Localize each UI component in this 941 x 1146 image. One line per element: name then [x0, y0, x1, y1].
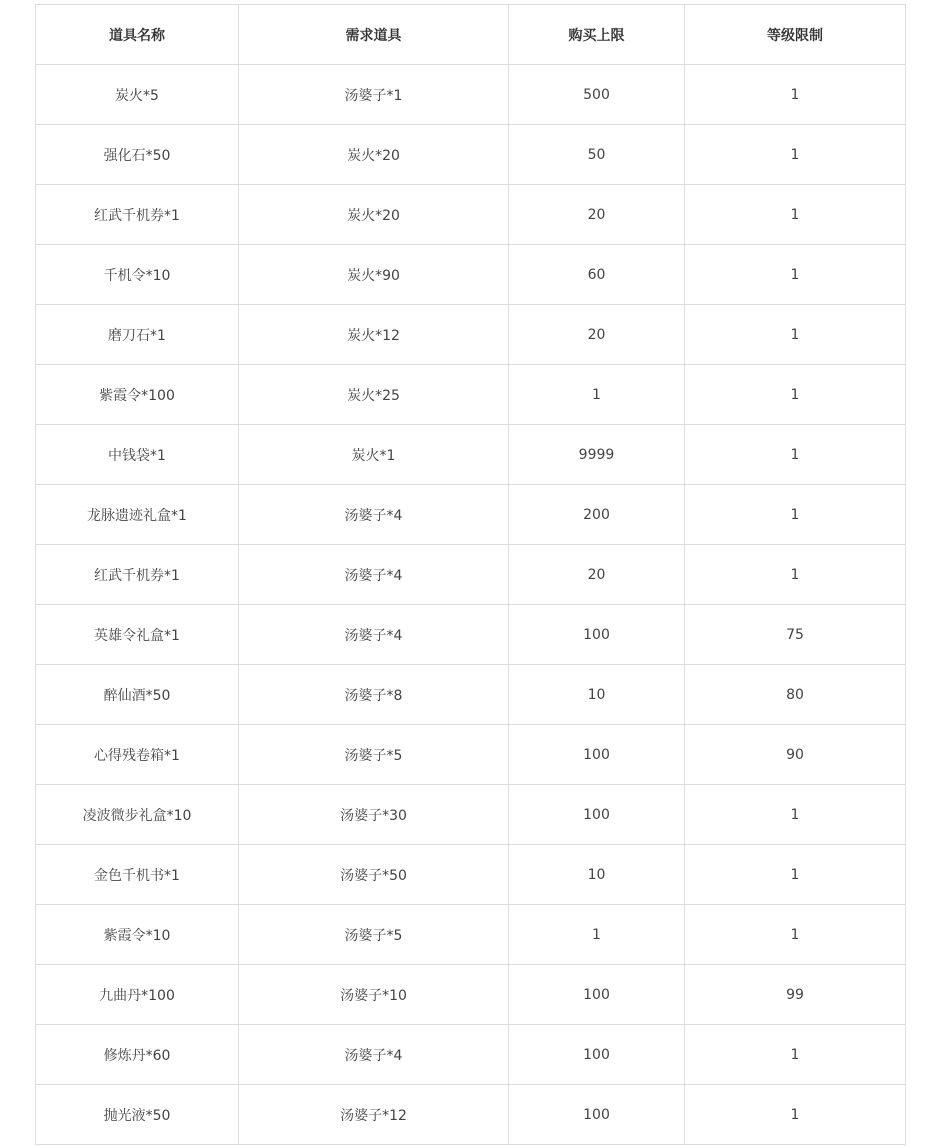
cell-item-name: 强化石*50 — [36, 125, 239, 185]
cell-purchase-limit: 20 — [509, 305, 685, 365]
header-row — [36, 5, 906, 65]
cell-level-limit: 1 — [685, 1025, 906, 1085]
cell-required-item: 汤婆子*10 — [239, 965, 509, 1025]
cell-required-item: 炭火*20 — [239, 185, 509, 245]
cell-purchase-limit: 1 — [509, 905, 685, 965]
table-row — [36, 425, 906, 485]
cell-level-limit: 1 — [685, 425, 906, 485]
cell-item-name: 醉仙酒*50 — [36, 665, 239, 725]
table-row — [36, 65, 906, 125]
cell-level-limit: 80 — [685, 665, 906, 725]
cell-item-name: 红武千机券*1 — [36, 185, 239, 245]
cell-purchase-limit: 100 — [509, 605, 685, 665]
table-row — [36, 365, 906, 425]
cell-required-item: 汤婆子*4 — [239, 485, 509, 545]
table-row — [36, 245, 906, 305]
cell-level-limit: 1 — [685, 845, 906, 905]
cell-required-item: 汤婆子*50 — [239, 845, 509, 905]
table-row — [36, 305, 906, 365]
cell-required-item: 汤婆子*4 — [239, 545, 509, 605]
cell-item-name: 抛光液*50 — [36, 1085, 239, 1145]
cell-level-limit: 1 — [685, 1085, 906, 1145]
cell-item-name: 英雄令礼盒*1 — [36, 605, 239, 665]
cell-required-item: 炭火*25 — [239, 365, 509, 425]
table-row — [36, 725, 906, 785]
cell-level-limit: 90 — [685, 725, 906, 785]
cell-purchase-limit: 100 — [509, 1085, 685, 1145]
table-row — [36, 785, 906, 845]
table-row — [36, 905, 906, 965]
table-row — [36, 545, 906, 605]
cell-purchase-limit: 20 — [509, 545, 685, 605]
cell-level-limit: 1 — [685, 785, 906, 845]
cell-required-item: 炭火*90 — [239, 245, 509, 305]
cell-required-item: 炭火*12 — [239, 305, 509, 365]
cell-required-item: 汤婆子*8 — [239, 665, 509, 725]
cell-required-item: 汤婆子*4 — [239, 605, 509, 665]
exchange-table — [35, 4, 906, 1145]
table-row — [36, 845, 906, 905]
cell-required-item: 汤婆子*4 — [239, 1025, 509, 1085]
cell-required-item: 汤婆子*5 — [239, 905, 509, 965]
cell-item-name: 心得残卷箱*1 — [36, 725, 239, 785]
cell-item-name: 紫霞令*100 — [36, 365, 239, 425]
cell-item-name: 紫霞令*10 — [36, 905, 239, 965]
cell-required-item: 汤婆子*30 — [239, 785, 509, 845]
cell-item-name: 磨刀石*1 — [36, 305, 239, 365]
cell-item-name: 龙脉遗迹礼盒*1 — [36, 485, 239, 545]
cell-level-limit: 1 — [685, 125, 906, 185]
cell-level-limit: 1 — [685, 245, 906, 305]
table-body — [36, 65, 906, 1145]
table-row — [36, 965, 906, 1025]
cell-purchase-limit: 100 — [509, 965, 685, 1025]
cell-item-name: 千机令*10 — [36, 245, 239, 305]
cell-level-limit: 1 — [685, 905, 906, 965]
cell-purchase-limit: 10 — [509, 665, 685, 725]
cell-purchase-limit: 20 — [509, 185, 685, 245]
cell-purchase-limit: 100 — [509, 785, 685, 845]
cell-item-name: 红武千机券*1 — [36, 545, 239, 605]
cell-purchase-limit: 1 — [509, 365, 685, 425]
cell-level-limit: 99 — [685, 965, 906, 1025]
cell-item-name: 炭火*5 — [36, 65, 239, 125]
cell-level-limit: 1 — [685, 185, 906, 245]
cell-purchase-limit: 50 — [509, 125, 685, 185]
cell-purchase-limit: 100 — [509, 725, 685, 785]
cell-level-limit: 1 — [685, 545, 906, 605]
cell-purchase-limit: 500 — [509, 65, 685, 125]
cell-purchase-limit: 10 — [509, 845, 685, 905]
table-header — [36, 5, 906, 65]
table-row — [36, 1085, 906, 1145]
table-row — [36, 125, 906, 185]
cell-required-item: 炭火*20 — [239, 125, 509, 185]
exchange-table-container — [35, 4, 905, 1145]
cell-level-limit: 1 — [685, 305, 906, 365]
cell-required-item: 汤婆子*5 — [239, 725, 509, 785]
cell-level-limit: 1 — [685, 365, 906, 425]
cell-item-name: 九曲丹*100 — [36, 965, 239, 1025]
cell-item-name: 凌波微步礼盒*10 — [36, 785, 239, 845]
table-row — [36, 485, 906, 545]
table-row — [36, 665, 906, 725]
cell-purchase-limit: 60 — [509, 245, 685, 305]
table-row — [36, 185, 906, 245]
cell-required-item: 汤婆子*1 — [239, 65, 509, 125]
cell-item-name: 金色千机书*1 — [36, 845, 239, 905]
cell-level-limit: 75 — [685, 605, 906, 665]
table-row — [36, 605, 906, 665]
cell-item-name: 中钱袋*1 — [36, 425, 239, 485]
cell-item-name: 修炼丹*60 — [36, 1025, 239, 1085]
header-purchase-limit: 购买上限 — [509, 5, 685, 65]
cell-purchase-limit: 9999 — [509, 425, 685, 485]
cell-purchase-limit: 100 — [509, 1025, 685, 1085]
cell-level-limit: 1 — [685, 65, 906, 125]
cell-purchase-limit: 200 — [509, 485, 685, 545]
header-level-limit: 等级限制 — [685, 5, 906, 65]
cell-level-limit: 1 — [685, 485, 906, 545]
header-required-item: 需求道具 — [239, 5, 509, 65]
cell-required-item: 炭火*1 — [239, 425, 509, 485]
table-row — [36, 1025, 906, 1085]
cell-required-item: 汤婆子*12 — [239, 1085, 509, 1145]
header-item-name: 道具名称 — [36, 5, 239, 65]
